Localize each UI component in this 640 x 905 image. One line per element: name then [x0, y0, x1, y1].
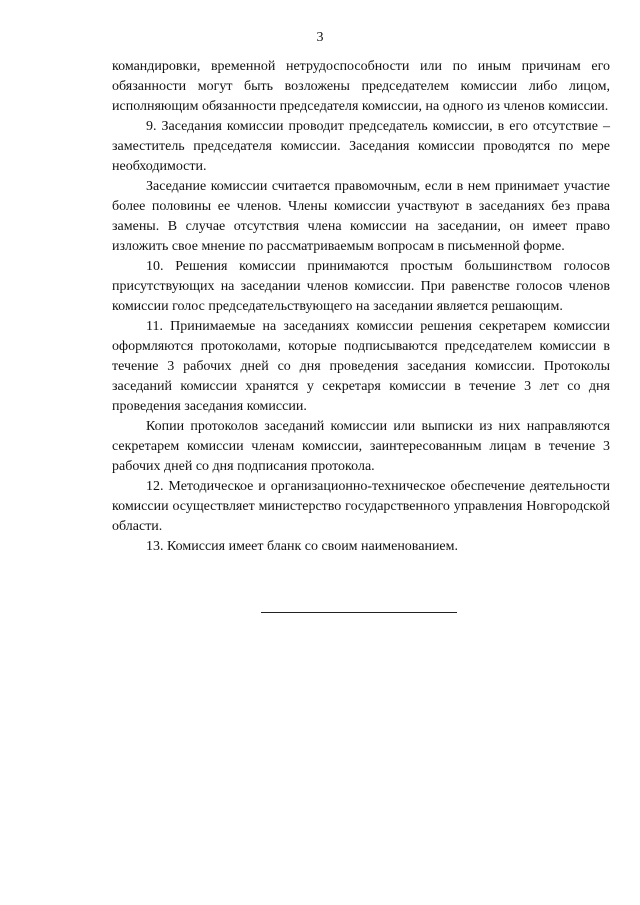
paragraph-item-13: 13. Комиссия имеет бланк со своим наименованием. — [146, 539, 459, 554]
paragraph-quorum: Заседание комиссии считается правомочным, если в нем принимает участие более половины ее членов. Члены комиссии участвуют в заседаниях без права замены. В случае отсутствия члена комиссии на заседании, он имеет право изложить свое мнение по рассматриваемым вопросам в письменной форме. — [112, 179, 610, 254]
document-body — [112, 57, 610, 557]
paragraph-item-11: 11. Принимаемые на заседаниях комиссии решения секретарем комиссии оформляются протоколами, которые подписываются председателем комиссии в течение 3 рабочих дней со дня проведения заседания комиссии. Протоколы заседаний комиссии хранятся у секретаря комиссии в течение 3 лет со дня проведения заседания комиссии. — [112, 319, 610, 414]
end-of-document-rule — [261, 612, 457, 613]
paragraph-continuation: командировки, временной нетрудоспособности или по иным причинам его обязанности могут быть возложены председателем комиссии либо лицом, исполняющим обязанности председателя комиссии, на одного из членов комиссии. — [112, 59, 610, 114]
paragraph-item-12: 12. Методическое и организационно-техническое обеспечение деятельности комиссии осуществляет министерство государственного управления Новгородской области. — [112, 479, 610, 534]
paragraph-item-10: 10. Решения комиссии принимаются простым большинством голосов присутствующих на заседании членов комиссии. При равенстве голосов членов комиссии голос председательствующего на заседании является решающим. — [112, 259, 610, 314]
page-number: 3 — [316, 30, 324, 45]
paragraph-item-9: 9. Заседания комиссии проводит председатель комиссии, в его отсутствие – заместитель председателя комиссии. Заседания комиссии проводятся по мере необходимости. — [112, 119, 610, 174]
paragraph-protocol-copies: Копии протоколов заседаний комиссии или выписки из них направляются секретарем комиссии членам комиссии, заинтересованным лицам в течение 3 рабочих дней со дня подписания протокола. — [112, 419, 610, 474]
